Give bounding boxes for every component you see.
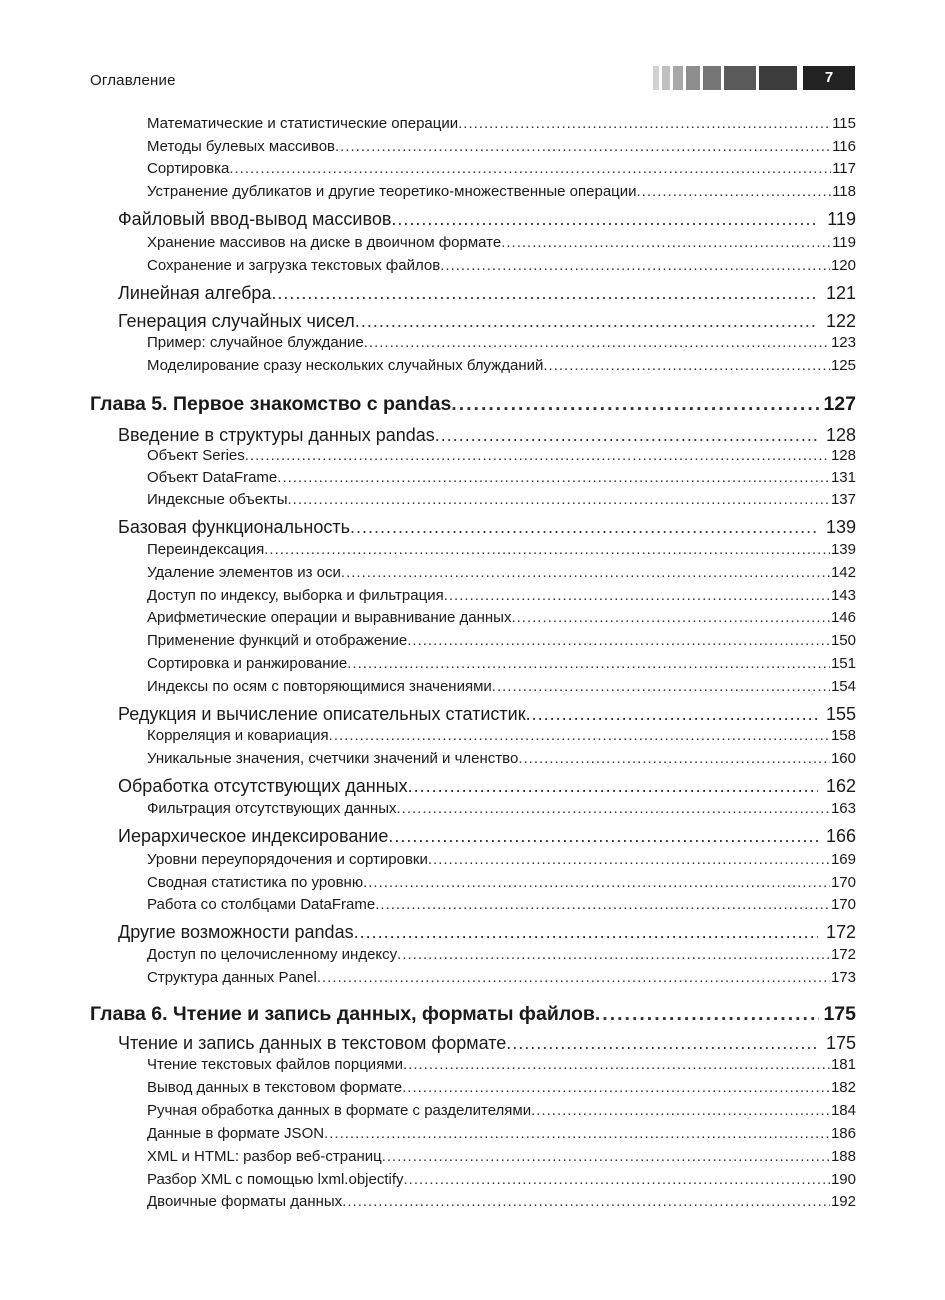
- toc-entry-page: 142: [830, 564, 856, 581]
- toc-entry-label: Редукция и вычисление описательных статистик: [118, 704, 526, 724]
- dot-leader: [324, 1125, 830, 1142]
- toc-entry-label: Методы булевых массивов: [147, 138, 336, 155]
- toc-entry-page: 151: [830, 655, 856, 672]
- page-header: [90, 66, 855, 94]
- toc-entry-page: 190: [830, 1171, 856, 1188]
- toc-entry-label: Математические и статистические операции: [147, 115, 459, 132]
- toc-entry-page: 119: [827, 209, 856, 229]
- dot-leader: [506, 1033, 818, 1054]
- toc-entry-page: 160: [830, 750, 856, 767]
- toc-section-entry: [118, 826, 856, 847]
- dot-leader: [288, 491, 830, 508]
- toc-subsection-entry: [147, 969, 856, 986]
- toc-entry-label: Применение функций и отображение: [147, 632, 408, 649]
- dot-leader: [350, 517, 818, 538]
- dot-leader: [543, 357, 830, 374]
- toc-entry-page: 117: [832, 160, 856, 177]
- toc-entry-label: XML и HTML: разбор веб-страниц: [147, 1148, 382, 1165]
- toc-entry-page: 188: [830, 1148, 856, 1165]
- dot-leader: [355, 311, 818, 332]
- toc-subsection-entry: [147, 1056, 856, 1073]
- toc-entry-page: 173: [830, 969, 856, 986]
- toc-subsection-entry: [147, 896, 856, 913]
- toc-entry-label: Индексы по осям с повторяющимися значениями: [147, 678, 492, 695]
- toc-subsection-entry: [147, 874, 856, 891]
- dot-leader: [511, 609, 830, 626]
- dot-leader: [407, 632, 830, 649]
- toc-entry-page: 172: [825, 922, 856, 942]
- toc-entry-page: 158: [830, 727, 856, 744]
- toc-entry-page: 181: [830, 1056, 856, 1073]
- toc-entry-label: Структура данных Panel: [147, 969, 317, 986]
- toc-entry-label: Хранение массивов на диске в двоичном формате: [147, 234, 502, 251]
- dot-leader: [458, 115, 831, 132]
- dot-leader: [375, 896, 830, 913]
- toc-entry-label: Корреляция и ковариация: [147, 727, 329, 744]
- toc-entry-label: Сортировка и ранжирование: [147, 655, 348, 672]
- toc-section-entry: [118, 425, 856, 446]
- toc-entry-label: Вывод данных в текстовом формате: [147, 1079, 403, 1096]
- dot-leader: [329, 727, 830, 744]
- toc-entry-page: 120: [830, 257, 856, 274]
- toc-entry-label: Доступ по целочисленному индексу: [147, 946, 398, 963]
- toc-entry-label: Разбор XML с помощью lxml.objectify: [147, 1171, 404, 1188]
- toc-entry-label: Обработка отсутствующих данных: [118, 776, 408, 796]
- toc-entry-page: 146: [830, 609, 856, 626]
- page-number: 7: [803, 66, 855, 90]
- toc-entry-label: Ручная обработка данных в формате с разделителями: [147, 1102, 532, 1119]
- toc-entry-label: Сортировка: [147, 160, 230, 177]
- header-tab-strip: [653, 66, 801, 90]
- toc-entry-label: Устранение дубликатов и другие теоретико-множественные операции: [147, 183, 637, 200]
- dot-leader: [492, 678, 830, 695]
- dot-leader: [595, 1003, 820, 1026]
- toc-subsection-entry: [147, 447, 856, 464]
- toc-entry-label: Глава 6. Чтение и запись данных, форматы файлов: [90, 1003, 595, 1025]
- dot-leader: [271, 283, 818, 304]
- toc-entry-label: Линейная алгебра: [118, 283, 272, 303]
- toc-entry-label: Моделирование сразу нескольких случайных блужданий: [147, 357, 544, 374]
- toc-entry-label: Чтение и запись данных в текстовом формате: [118, 1033, 507, 1053]
- toc-section-entry: [118, 922, 856, 943]
- toc-subsection-entry: [147, 851, 856, 868]
- dot-leader: [451, 393, 819, 416]
- toc-entry-label: Данные в формате JSON: [147, 1125, 325, 1142]
- running-title: Оглавление: [90, 72, 176, 89]
- toc-entry-page: 119: [832, 234, 856, 251]
- dot-leader: [428, 851, 830, 868]
- dot-leader: [435, 425, 818, 446]
- toc-entry-label: Доступ по индексу, выборка и фильтрация: [147, 587, 444, 604]
- toc-entry-label: Объект DataFrame: [147, 469, 278, 486]
- toc-section-entry: [118, 704, 856, 725]
- dot-leader: [347, 655, 830, 672]
- toc-subsection-entry: [147, 727, 856, 744]
- toc-subsection-entry: [147, 1102, 856, 1119]
- toc-entry-page: 162: [825, 776, 856, 796]
- dot-leader: [363, 874, 830, 891]
- dot-leader: [245, 447, 830, 464]
- dot-leader: [229, 160, 831, 177]
- toc-entry-page: 150: [830, 632, 856, 649]
- toc-subsection-entry: [147, 1171, 856, 1188]
- dot-leader: [402, 1079, 830, 1096]
- toc-entry-page: 155: [825, 704, 856, 724]
- toc-entry-label: Уникальные значения, счетчики значений и членство: [147, 750, 519, 767]
- toc-subsection-entry: [147, 1148, 856, 1165]
- toc-subsection-entry: [147, 946, 856, 963]
- dot-leader: [342, 1193, 830, 1210]
- toc-entry-label: Введение в структуры данных pandas: [118, 425, 435, 445]
- toc-section-entry: [118, 311, 856, 332]
- dot-leader: [408, 776, 818, 797]
- toc-section-entry: [118, 776, 856, 797]
- dot-leader: [397, 946, 830, 963]
- toc-entry-page: 175: [825, 1033, 856, 1053]
- toc-entry-label: Иерархическое индексирование: [118, 826, 389, 846]
- dot-leader: [382, 1148, 830, 1165]
- toc-entry-page: 166: [825, 826, 856, 846]
- toc-subsection-entry: [147, 1193, 856, 1210]
- dot-leader: [335, 138, 831, 155]
- toc-subsection-entry: [147, 564, 856, 581]
- toc-entry-label: Глава 5. Первое знакомство с pandas: [90, 393, 452, 415]
- toc-entry-page: 143: [830, 587, 856, 604]
- dot-leader: [397, 800, 830, 817]
- toc-entry-label: Уровни переупорядочения и сортировки: [147, 851, 428, 868]
- toc-subsection-entry: [147, 1125, 856, 1142]
- dot-leader: [391, 209, 819, 230]
- toc-entry-label: Базовая функциональность: [118, 517, 351, 537]
- toc-entry-page: 139: [825, 517, 856, 537]
- toc-subsection-entry: [147, 160, 856, 177]
- toc-entry-page: 116: [832, 138, 856, 155]
- dot-leader: [637, 183, 832, 200]
- toc-entry-page: 182: [830, 1079, 856, 1096]
- toc-subsection-entry: [147, 609, 856, 626]
- toc-section-entry: [118, 1033, 856, 1054]
- toc-entry-page: 192: [830, 1193, 856, 1210]
- toc-entry-label: Индексные объекты: [147, 491, 288, 508]
- toc-subsection-entry: [147, 115, 856, 132]
- toc-section-entry: [118, 517, 856, 538]
- toc-subsection-entry: [147, 1079, 856, 1096]
- toc-entry-page: 163: [830, 800, 856, 817]
- toc-subsection-entry: [147, 183, 856, 200]
- toc-entry-page: 118: [832, 183, 856, 200]
- dot-leader: [277, 469, 830, 486]
- toc-subsection-entry: [147, 678, 856, 695]
- toc-entry-page: 125: [830, 357, 856, 374]
- dot-leader: [526, 704, 818, 725]
- toc-entry-label: Переиндексация: [147, 541, 265, 558]
- toc-entry-label: Генерация случайных чисел: [118, 311, 355, 331]
- toc-subsection-entry: [147, 541, 856, 558]
- toc-subsection-entry: [147, 357, 856, 374]
- dot-leader: [440, 257, 830, 274]
- toc-entry-page: 184: [830, 1102, 856, 1119]
- toc-entry-label: Файловый ввод-вывод массивов: [118, 209, 392, 229]
- toc-section-entry: [118, 283, 856, 304]
- toc-subsection-entry: [147, 491, 856, 508]
- toc-entry-page: 175: [823, 1003, 856, 1025]
- toc-subsection-entry: [147, 234, 856, 251]
- toc-entry-label: Сохранение и загрузка текстовых файлов: [147, 257, 441, 274]
- dot-leader: [354, 922, 818, 943]
- toc-subsection-entry: [147, 800, 856, 817]
- toc-subsection-entry: [147, 655, 856, 672]
- dot-leader: [501, 234, 831, 251]
- toc-entry-page: 172: [830, 946, 856, 963]
- toc-subsection-entry: [147, 469, 856, 486]
- toc-entry-label: Удаление элементов из оси: [147, 564, 341, 581]
- toc-entry-label: Двоичные форматы данных: [147, 1193, 343, 1210]
- dot-leader: [388, 826, 818, 847]
- toc-subsection-entry: [147, 257, 856, 274]
- toc-entry-page: 186: [830, 1125, 856, 1142]
- toc-entry-page: 154: [830, 678, 856, 695]
- toc-subsection-entry: [147, 750, 856, 767]
- toc-entry-label: Пример: случайное блуждание: [147, 334, 364, 351]
- toc-chapter-entry: [90, 1003, 856, 1026]
- toc-entry-page: 137: [830, 491, 856, 508]
- dot-leader: [444, 587, 830, 604]
- toc-entry-page: 139: [830, 541, 856, 558]
- toc-entry-page: 170: [830, 874, 856, 891]
- toc-entry-page: 131: [830, 469, 856, 486]
- toc-entry-label: Чтение текстовых файлов порциями: [147, 1056, 404, 1073]
- toc-chapter-entry: [90, 393, 856, 416]
- toc-entry-page: 121: [825, 283, 856, 303]
- toc-entry-label: Работа со столбцами DataFrame: [147, 896, 376, 913]
- dot-leader: [364, 334, 830, 351]
- dot-leader: [404, 1171, 830, 1188]
- toc-subsection-entry: [147, 632, 856, 649]
- toc-subsection-entry: [147, 334, 856, 351]
- dot-leader: [403, 1056, 830, 1073]
- dot-leader: [518, 750, 830, 767]
- toc-entry-page: 169: [830, 851, 856, 868]
- toc-entry-label: Арифметические операции и выравнивание данных: [147, 609, 512, 626]
- toc-entry-label: Фильтрация отсутствующих данных: [147, 800, 397, 817]
- toc-subsection-entry: [147, 138, 856, 155]
- toc-subsection-entry: [147, 587, 856, 604]
- toc-entry-label: Объект Series: [147, 447, 245, 464]
- dot-leader: [341, 564, 830, 581]
- toc-entry-page: 127: [823, 393, 856, 415]
- dot-leader: [531, 1102, 830, 1119]
- toc-section-entry: [118, 209, 856, 230]
- toc-entry-page: 122: [825, 311, 856, 331]
- toc-entry-page: 128: [825, 425, 856, 445]
- dot-leader: [264, 541, 830, 558]
- toc-entry-page: 115: [832, 115, 856, 132]
- toc-entry-label: Сводная статистика по уровню: [147, 874, 364, 891]
- toc-entry-page: 128: [830, 447, 856, 464]
- toc-entry-page: 170: [830, 896, 856, 913]
- dot-leader: [317, 969, 830, 986]
- toc-entry-label: Другие возможности pandas: [118, 922, 354, 942]
- toc-entry-page: 123: [830, 334, 856, 351]
